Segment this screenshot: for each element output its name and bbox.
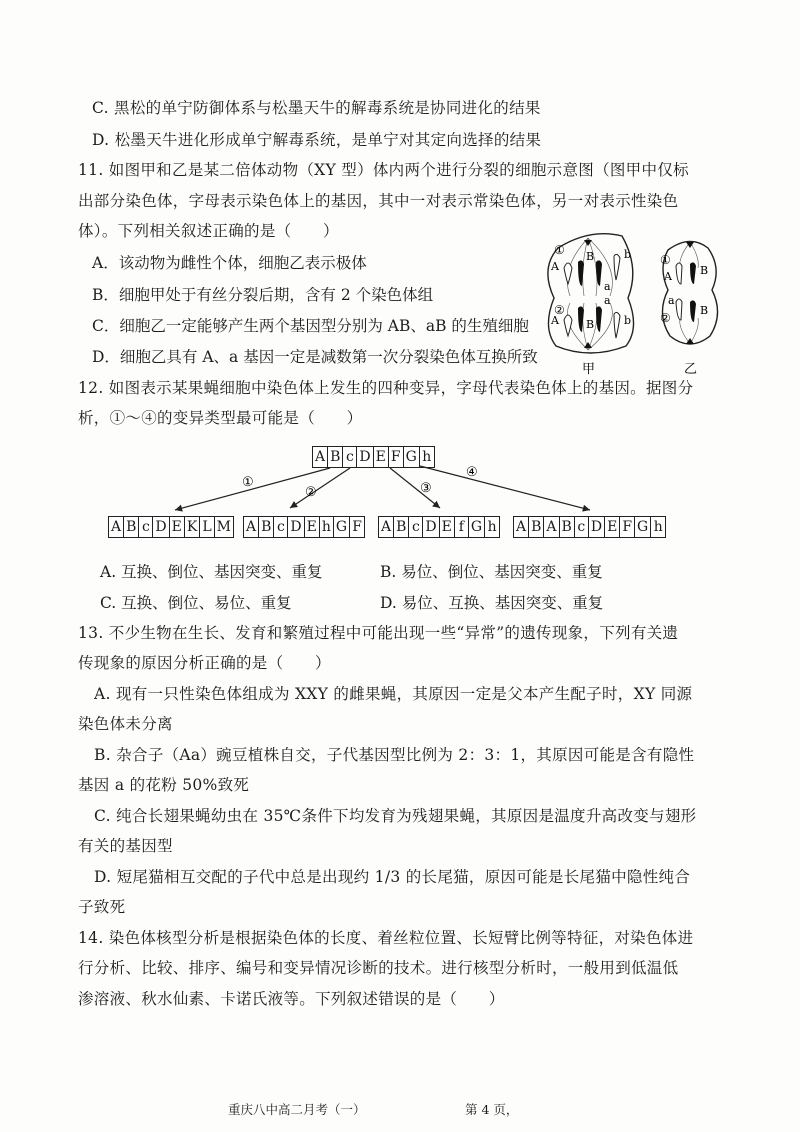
mark-2: ② <box>660 311 671 325</box>
mark-1: ① <box>554 243 565 257</box>
gene-cell: B <box>259 517 274 537</box>
gene-cell: D <box>288 517 304 537</box>
gene-cell: B <box>124 517 139 537</box>
q10-option-d: D. 松墨天牛进化形成单宁解毒系统，是单宁对其定向选择的结果 <box>92 131 542 149</box>
gene-cell: h <box>653 519 663 535</box>
gene-cell: G <box>404 447 420 467</box>
arrow-label-2: ② <box>305 485 317 500</box>
gene-cell: F <box>620 517 635 537</box>
gene-label: B <box>586 318 595 331</box>
gene-cell: c <box>274 517 288 537</box>
gene-label: A <box>551 260 559 273</box>
q11-option-b: B．细胞甲处于有丝分裂后期，含有 2 个染色体组 <box>92 286 434 304</box>
gene-cell: f <box>455 517 469 537</box>
footer-exam-title: 重庆八中高二月考（一） <box>228 1102 366 1117</box>
gene-label: B <box>700 304 709 317</box>
gene-cell: E <box>440 517 455 537</box>
q13-option-b-line-2: 基因 a 的花粉 50%致死 <box>78 776 250 794</box>
gene-cell: B <box>328 447 343 467</box>
caption-yi: 乙 <box>684 362 698 377</box>
q11-stem-line-1: 11. 如图甲和乙是某二倍体动物（XY 型）体内两个进行分裂的细胞示意图（图甲中仅标 <box>78 161 689 179</box>
gene-cell: E <box>605 517 620 537</box>
q11-option-d: D．细胞乙具有 A、a 基因一定是减数第一次分裂染色体互换所致 <box>92 348 538 366</box>
mark-2: ② <box>554 303 565 317</box>
q13-stem-line-2: 传现象的原因分析正确的是（ ） <box>78 654 331 672</box>
caption-jia: 甲 <box>582 362 596 377</box>
gene-cell: B <box>394 517 409 537</box>
arrow-label-4: ④ <box>466 465 478 480</box>
q12-stem-line-1: 12. 如图表示某果蝇细胞中染色体上发生的四种变异，字母代表染色体上的基因。据图分 <box>78 379 694 397</box>
gene-cell: G <box>334 517 350 537</box>
q12-option-b: B. 易位、倒位、基因突变、重复 <box>380 563 603 581</box>
gene-cell: E <box>374 447 389 467</box>
gene-cell: D <box>589 517 605 537</box>
gene-label: A <box>664 270 672 283</box>
gene-label: A <box>551 314 559 327</box>
gene-cell: F <box>352 519 362 535</box>
gene-cell: F <box>389 447 404 467</box>
q11-option-c: C．细胞乙一定能够产生两个基因型分别为 AB、aB 的生殖细胞 <box>92 317 529 335</box>
footer-page-number: 第 4 页， <box>465 1102 519 1117</box>
q13-stem-line-1: 13. 不少生物在生长、发育和繁殖过程中可能出现一些“异常”的遗传现象，下列有关遗 <box>78 624 679 642</box>
result-chromosome-2 <box>243 516 365 538</box>
gene-cell: h <box>487 519 497 535</box>
gene-label: B <box>700 264 709 277</box>
q13-option-a-line-1: A. 现有一只性染色体组成为 XXY 的雌果蝇，其原因一定是父本产生配子时，XY 同源 <box>94 685 693 703</box>
q10-option-c: C. 黑松的单宁防御体系与松墨天牛的解毒系统是协同进化的结果 <box>92 99 541 117</box>
q11-stem-line-3: 体）。下列相关叙述正确的是（ ） <box>78 222 339 240</box>
gene-cell: B <box>560 517 575 537</box>
mark-1: ① <box>660 253 671 267</box>
gene-cell: G <box>469 517 485 537</box>
gene-cell: c <box>409 517 423 537</box>
gene-cell: M <box>216 519 231 535</box>
q11-option-a: A．该动物为雌性个体，细胞乙表示极体 <box>92 254 367 272</box>
gene-cell: A <box>379 517 394 537</box>
gene-cell: A <box>514 517 529 537</box>
gene-cell: E <box>305 517 320 537</box>
gene-cell: c <box>343 447 357 467</box>
q11-stem-line-2: 出部分染色体，字母表示染色体上的基因，其中一对表示常染色体，另一对表示性染色 <box>78 192 679 210</box>
q14-stem-line-1: 14. 染色体核型分析是根据染色体的长度、着丝粒位置、长短臂比例等特征，对染色体进 <box>78 929 694 947</box>
gene-cell: A <box>313 447 328 467</box>
q12-option-a: A. 互换、倒位、基因突变、重复 <box>100 563 323 581</box>
q13-option-b-line-1: B. 杂合子（Aa）豌豆植株自交，子代基因型比例为 2：3：1，其原因可能是含有隐性 <box>94 746 695 764</box>
q13-option-c-line-1: C. 纯合长翅果蝇幼虫在 35℃条件下均发育为残翅果蝇，其原因是温度升高改变与翅形 <box>94 807 697 825</box>
gene-label: b <box>624 314 632 327</box>
gene-cell: K <box>185 517 200 537</box>
gene-cell: D <box>153 517 169 537</box>
gene-cell: D <box>423 517 439 537</box>
gene-cell: A <box>109 517 124 537</box>
gene-label: B <box>586 250 595 263</box>
q12-arrows <box>0 0 800 540</box>
gene-cell: h <box>320 517 334 537</box>
arrow-label-1: ① <box>242 475 254 490</box>
q12-stem-line-2: 析，①～④的变异类型最可能是（ ） <box>78 409 363 427</box>
q12-option-c: C. 互换、倒位、易位、重复 <box>100 594 292 612</box>
gene-cell: D <box>357 447 373 467</box>
q14-stem-line-3: 渗溶液、秋水仙素、卡诺氏液等。下列叙述错误的是（ ） <box>78 990 505 1008</box>
gene-cell: L <box>200 517 214 537</box>
q13-option-a-line-2: 染色体未分离 <box>78 715 173 733</box>
gene-cell: h <box>422 449 432 465</box>
gene-cell: c <box>575 517 589 537</box>
result-chromosome-4 <box>513 516 666 538</box>
result-chromosome-1 <box>108 516 234 538</box>
q14-stem-line-2: 行分析、比较、排序、编号和变异情况诊断的技术。进行核型分析时，一般用到低温低 <box>78 959 679 977</box>
gene-cell: E <box>170 517 185 537</box>
result-chromosome-3 <box>378 516 500 538</box>
arrow-label-3: ③ <box>420 481 432 496</box>
q12-option-d: D. 易位、互换、基因突变、重复 <box>380 594 604 612</box>
q13-option-c-line-2: 有关的基因型 <box>78 837 173 855</box>
gene-label: a <box>604 294 611 307</box>
gene-label: a <box>668 294 675 307</box>
gene-label: a <box>604 280 611 293</box>
q13-option-d-line-1: D. 短尾猫相互交配的子代中总是出现约 1/3 的长尾猫，原因可能是长尾猫中隐性纯合 <box>94 868 691 886</box>
gene-cell: A <box>544 517 559 537</box>
gene-cell: A <box>244 517 259 537</box>
gene-cell: G <box>635 517 651 537</box>
q13-option-d-line-2: 子致死 <box>78 898 126 916</box>
gene-cell: B <box>529 517 544 537</box>
gene-label: b <box>624 248 632 261</box>
gene-cell: c <box>139 517 153 537</box>
